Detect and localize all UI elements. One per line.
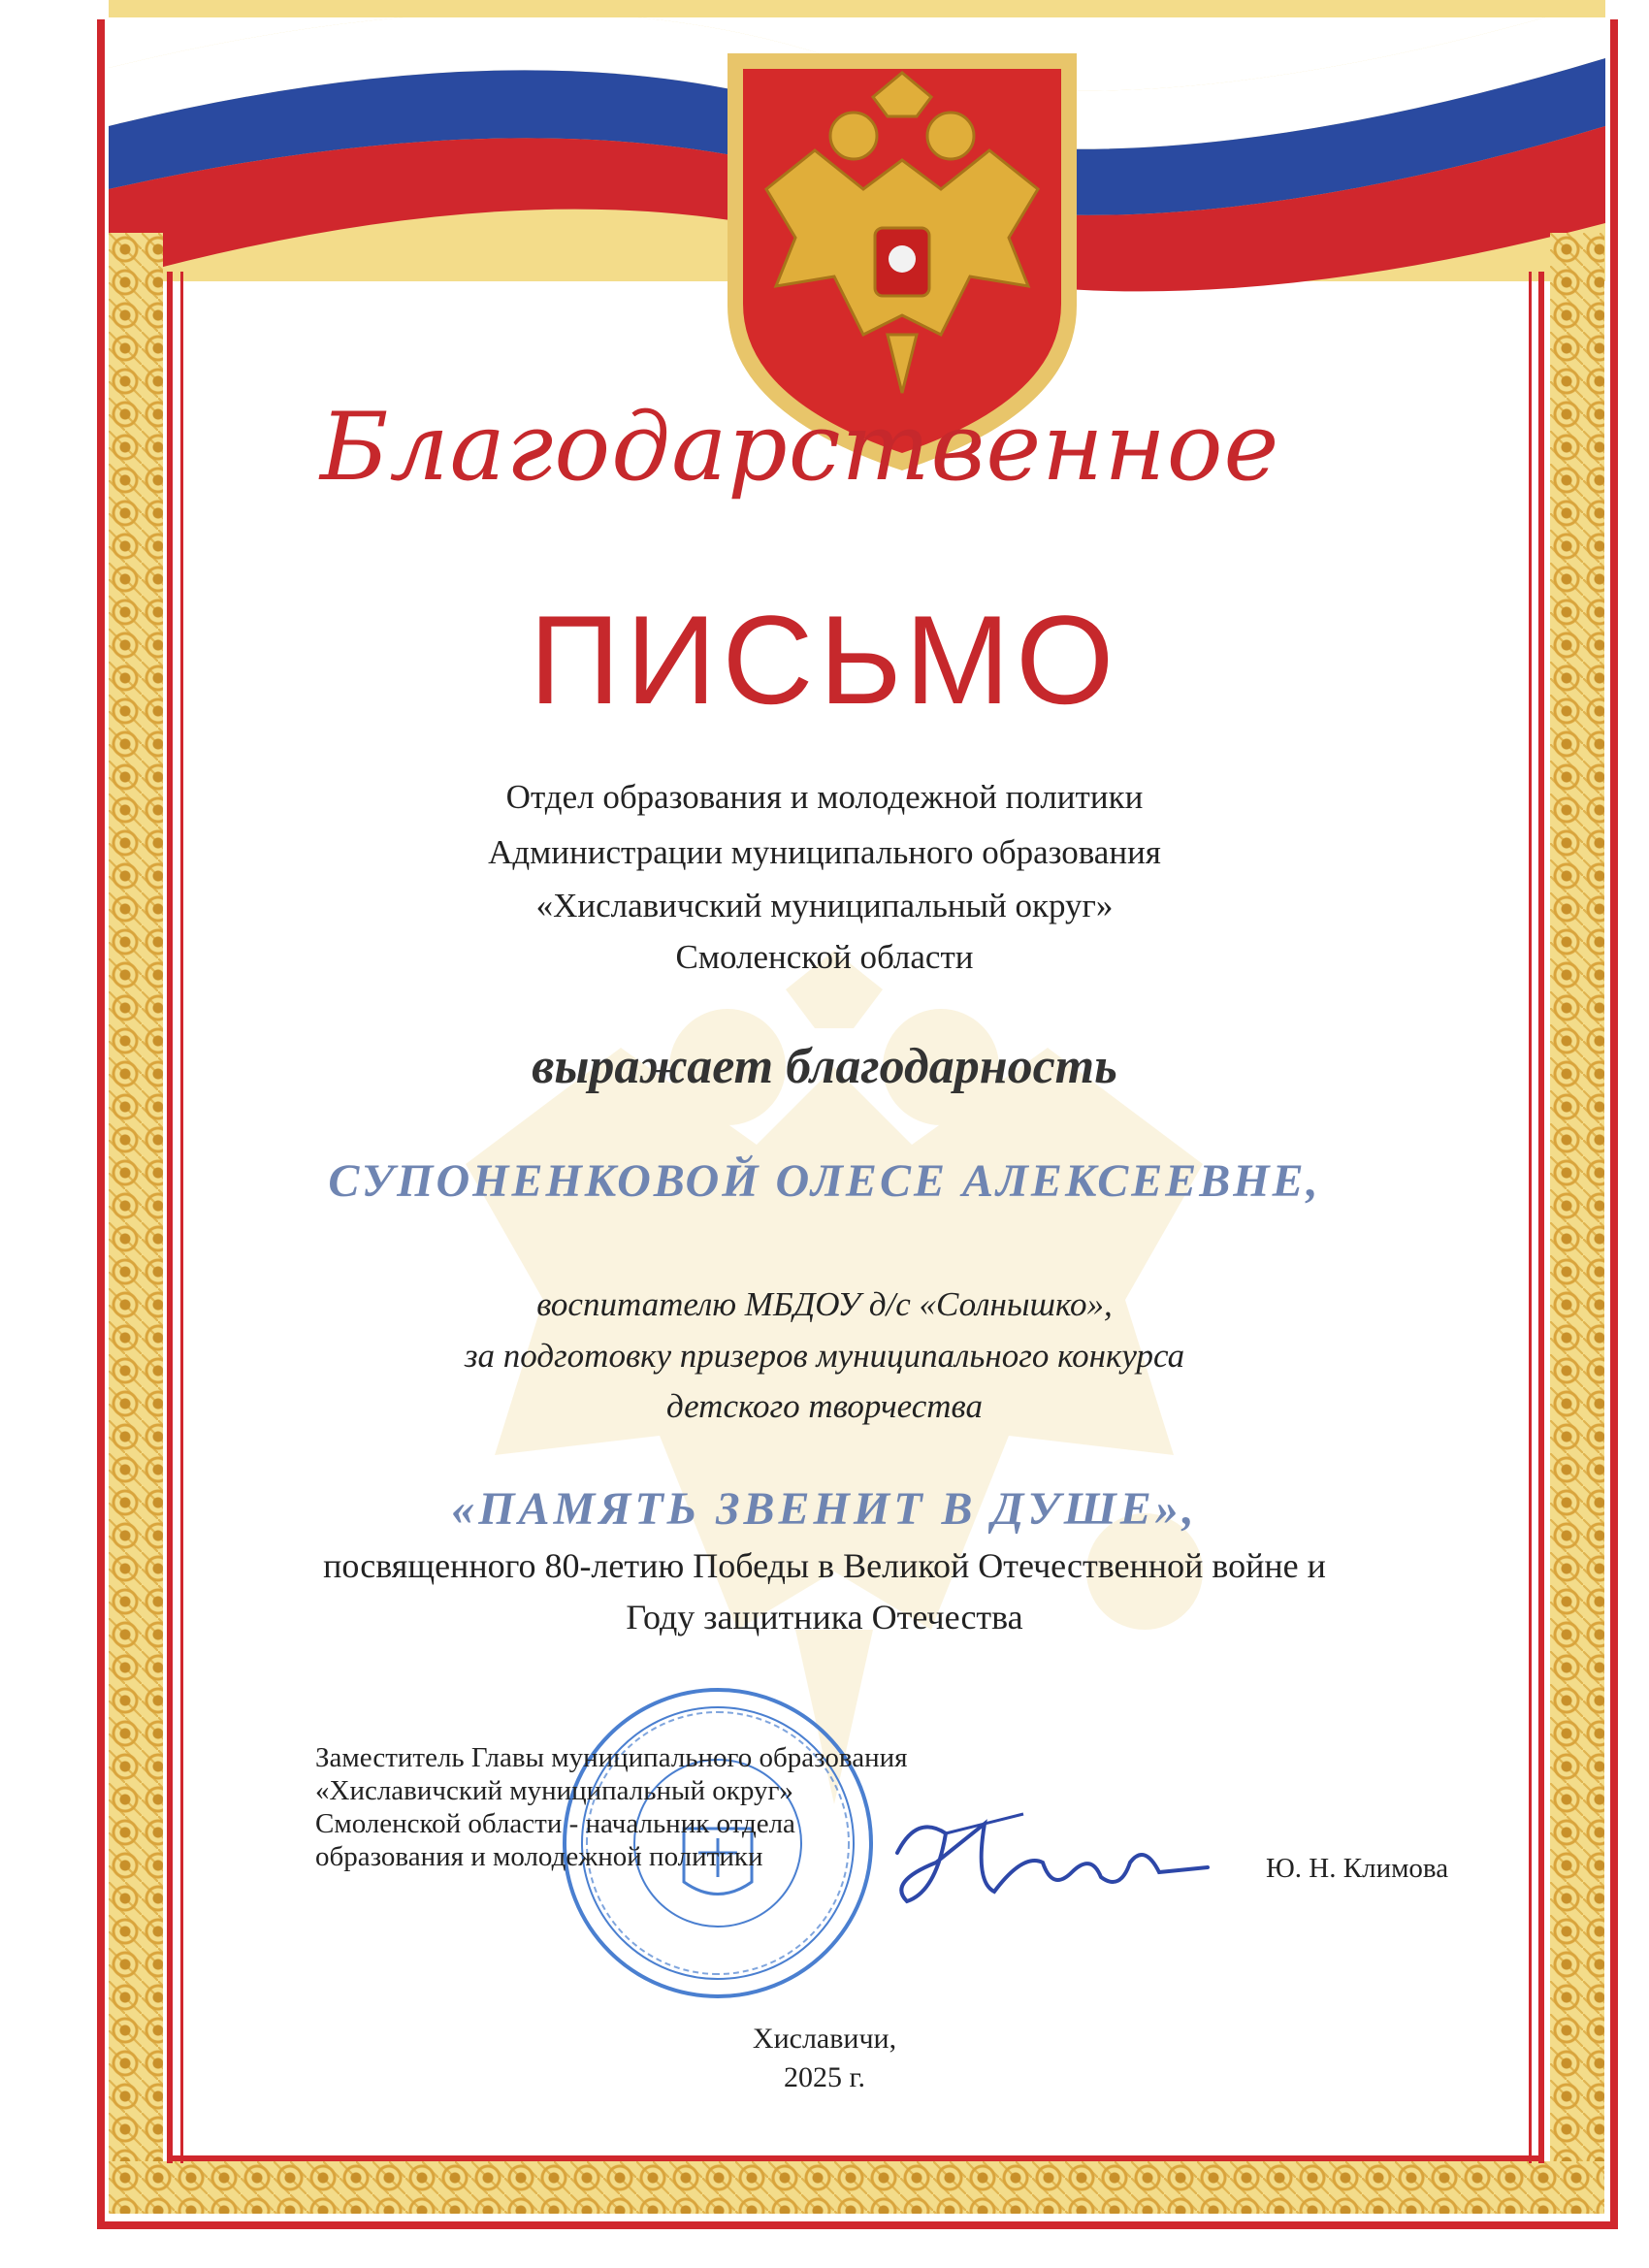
reason-line-2: за подготовку призеров муниципального конкурса	[464, 1337, 1185, 1375]
place: Хиславичи,	[752, 2023, 897, 2055]
organization-line-2: Администрации муниципального образования	[488, 833, 1161, 871]
title-caps: ПИСЬМО	[529, 589, 1120, 730]
organization-line-3: «Хиславичский муниципальный округ»	[535, 887, 1114, 924]
signatory-position	[315, 1741, 1014, 1873]
signatory-line-4: образования и молодежной политики	[315, 1841, 763, 1872]
dedication-line-1: посвященного 80-летию Победы в Великой Отечественной войне и	[323, 1546, 1326, 1585]
signatory-name: Ю. Н. Климова	[1266, 1853, 1449, 1884]
title-script: Благодарственное	[320, 393, 1280, 502]
signatory-line-1: Заместитель Главы муниципального образования	[315, 1742, 908, 1773]
signatory-line-3: Смоленской области - начальник отдела	[315, 1808, 795, 1839]
reason-line-1: воспитателю МБДОУ д/с «Солнышко»,	[536, 1285, 1113, 1323]
year: 2025 г.	[784, 2061, 865, 2093]
contest-title: «ПАМЯТЬ ЗВЕНИТ В ДУШЕ»,	[451, 1483, 1198, 1535]
expresses-thanks: выражает благодарность	[532, 1039, 1117, 1094]
signatory-line-2: «Хиславичский муниципальный округ»	[315, 1775, 793, 1806]
organization-line-1: Отдел образования и молодежной политики	[505, 778, 1144, 816]
organization-line-4: Смоленской области	[675, 938, 974, 976]
dedication-line-2: Году защитника Отечества	[626, 1598, 1023, 1636]
recipient-name: СУПОНЕНКОВОЙ ОЛЕСЕ АЛЕКСЕЕВНЕ,	[328, 1155, 1321, 1207]
reason-line-3: детского творчества	[665, 1387, 984, 1425]
